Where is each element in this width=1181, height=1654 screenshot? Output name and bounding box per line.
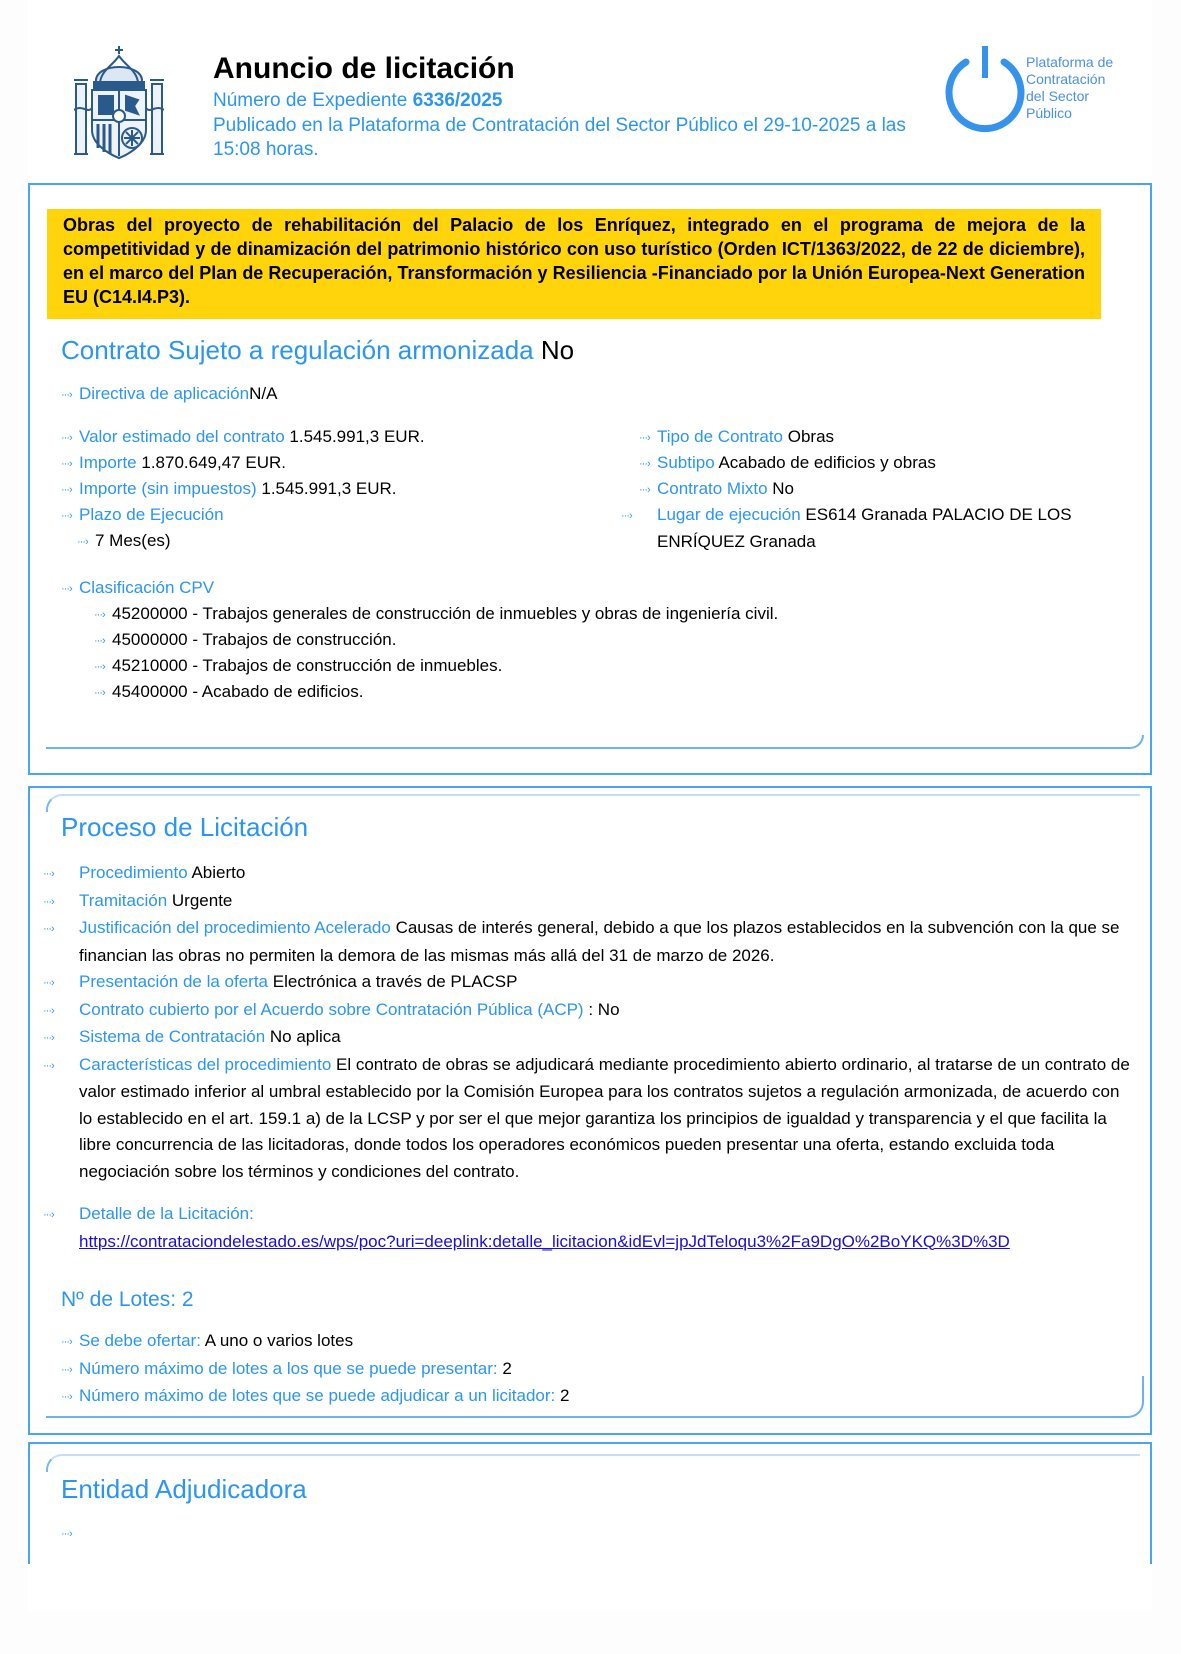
cpv-text: 45000000 - Trabajos de construcción. [112,630,397,649]
platform-logo-line: Contratación [1026,71,1106,87]
publication-info: Publicado en la Plataforma de Contratación del Sector Público el 29-10-2025 a las 15:08 horas. [213,115,906,160]
field-row [639,424,834,451]
expediente-label: Número de Expediente [213,90,408,111]
arrow-icon: ···› [94,635,105,647]
field-value: 1.545.991,3 EUR. [261,479,397,498]
field-label: Plazo de Ejecución [79,505,224,524]
header [28,40,1152,183]
field-row [639,476,794,503]
field-row [61,450,286,477]
cpv-row [61,575,214,602]
proceso-item: ···› Sistema de Contratación No aplica [61,1024,1133,1052]
expediente-number [213,90,502,112]
contract-section [28,184,1152,775]
arrow-icon: ···› [621,510,632,522]
arrow-icon: ···› [43,1209,54,1221]
document-page [28,0,1152,1611]
proceso-section [28,786,1152,1435]
field-label: Lugar de ejecución [657,505,801,524]
cpv-text: 45210000 - Trabajos de construcción de inmuebles. [112,656,503,675]
section-swoosh [46,1376,1144,1418]
proceso-item: ···› Justificación del procedimiento Acelerado Causas de interés general, debido a que los plazos establecidos en la subvención con la que se financian las obras no permiten la demora de las mismas más allá del 31 de marzo de 2026. [43,918,1120,965]
proceso-item: ···› Características del procedimiento El contrato de obras se adjudicará mediante procedimiento abierto ordinario, al tratarse de un contrato de valor estimado inferior al umbral establecido por la Comisión Europea para los contratos sujetos a regulación armonizada, de acuerdo con lo establecido en el art. 159.1 a) de la LCSP y por ser el que mejor garantiza los principios de igualdad y transparencia y el que facilita la libre concurrencia de las licitadoras, donde todos los operadores económicos pueden presentar una oferta, estando excluida toda negociación sobre los términos y condiciones del contrato. [43,1054,1130,1181]
section-swoosh [46,794,1140,812]
arrow-icon: ···› [61,1363,72,1376]
arrow-icon: ···› [61,484,72,496]
field-value: Acabado de edificios y obras [718,453,936,472]
arrow-icon: ···› [61,1336,72,1348]
field-value: 1.545.991,3 EUR. [289,427,425,446]
contract-summary: Obras del proyecto de rehabilitación del Palacio de los Enríquez, integrado en el programa de mejora de la competitividad y de dinamización del patrimonio histórico con uso turístico (Orden ICT/1363/2022, de 22 de diciembre), en el marco del Plan de Recuperación, Transformación y Resiliencia -Financiado por la Unión Europea-Next Generation EU (C14.I4.P3). [47,209,1101,319]
arrow-icon: ···› [94,661,105,673]
plazo-value-row [77,528,171,555]
arrow-icon: ···› [61,432,72,444]
cpv-item [94,653,502,680]
field-label: Tipo de Contrato [657,427,783,446]
field-label: Valor estimado del contrato [79,427,285,446]
field-row [61,502,224,529]
arrow-icon: ···› [94,687,105,699]
field-label: Clasificación CPV [79,578,215,597]
lotes-title: Nº de Lotes: 2 [61,1288,194,1311]
arrow-icon: ···› [43,977,54,989]
platform-logo-line: Plataforma de [1026,54,1114,70]
lotes-item: ···› Se debe ofertar: A uno o varios lotes [61,1328,1133,1356]
harmonized-title [61,335,574,366]
arrow-icon: ···› [639,484,650,496]
arrow-icon: ···› [43,868,54,880]
arrow-icon: ···› [639,458,650,470]
field-label: Importe (sin impuestos) [79,479,257,498]
field-value: No [772,479,795,498]
cpv-item [94,601,778,628]
arrow-icon: ···› [43,1004,54,1017]
field-value: Obras [787,427,835,446]
field-label: Importe [79,453,137,472]
arrow-icon: ···› [61,458,72,470]
arrow-icon: ···› [43,1059,54,1072]
field-row [621,502,1137,555]
lotes-item: ···› Número máximo de lotes a los que se puede presentar: 2 [61,1356,1133,1384]
coat-of-arms-logo [74,44,164,162]
proceso-item: ···› Procedimiento Abierto [61,860,1133,888]
harmonized-value: No [540,335,575,365]
cpv-item [94,627,396,654]
cpv-text: 45200000 - Trabajos generales de construcción de inmuebles y obras de ingeniería civil. [112,604,779,623]
field-value: 1.870.649,47 EUR. [141,453,286,472]
arrow-icon: ···› [43,895,54,908]
field-row [61,476,397,503]
detalle-link[interactable]: https://contrataciondelestado.es/wps/poc?uri=deeplink:detalle_licitacion&idEvl=jpJdTeloqu3%2Fa9DgO%2BoYKQ%3D%3D [79,1231,1010,1251]
detalle-row: ···› Detalle de la Licitación: [61,1201,1133,1229]
platform-logo-line: del Sector [1026,88,1090,104]
section-swoosh [46,1454,1140,1472]
entidad-item [61,1520,79,1547]
arrow-icon: ···› [61,510,72,522]
arrow-icon: ···› [43,1032,54,1044]
proceso-item: ···› Tramitación Urgente [61,888,1133,916]
field-value: ES614 Granada PALACIO DE LOS ENRÍQUEZ Granada [657,505,1072,551]
arrow-icon: ···› [94,609,105,621]
field-value: N/A [249,384,278,403]
arrow-icon: ···› [61,583,72,595]
field-value: 7 Mes(es) [95,531,171,550]
arrow-icon: ···› [61,389,72,401]
field-row [639,450,936,477]
entidad-title: Entidad Adjudicadora [61,1474,307,1504]
field-label: Directiva de aplicación [79,384,250,403]
proceso-title: Proceso de Licitación [61,812,309,842]
arrow-icon: ···› [61,1528,72,1540]
arrow-icon: ···› [77,536,88,548]
harmonized-label: Contrato Sujeto a regulación armonizada [61,335,534,365]
expediente-value: 6336/2025 [412,90,503,111]
directiva-row [61,381,277,408]
proceso-item: ···› Presentación de la oferta Electrónica a través de PLACSP [61,969,1133,997]
arrow-icon: ···› [43,923,54,935]
field-label: Contrato Mixto [657,479,768,498]
section-swoosh [46,735,1144,749]
arrow-icon: ···› [639,432,650,444]
cpv-item [94,679,363,706]
field-label: Subtipo [657,453,715,472]
field-row [61,424,425,451]
arrow-icon: ···› [61,1391,72,1403]
cpv-text: 45400000 - Acabado de edificios. [112,682,364,701]
page-title: Anuncio de licitación [213,52,515,85]
entidad-section [28,1442,1152,1564]
proceso-list [43,860,1133,1255]
lotes-item: ···› Número máximo de lotes que se puede adjudicar a un licitador: 2 [61,1383,1133,1411]
detalle-link-row [61,1229,1133,1256]
proceso-item: ···› Contrato cubierto por el Acuerdo sobre Contratación Pública (ACP) : No [61,997,1133,1025]
platform-logo-line: Público [1026,105,1072,121]
platform-logo-text [1026,54,1113,122]
